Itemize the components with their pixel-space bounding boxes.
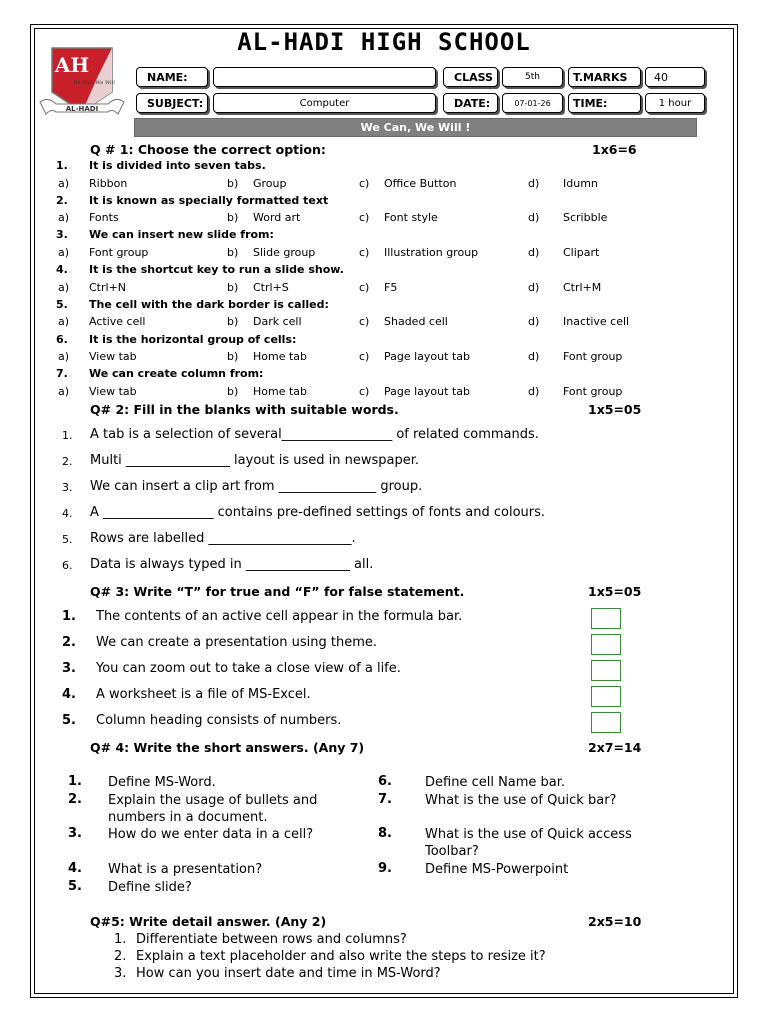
mcq-option-letter: b) (227, 176, 239, 190)
short-question-text: How do we enter data in a cell? (108, 827, 314, 842)
mcq-option-letter: a) (58, 350, 70, 363)
mcq-option-letter: b) (227, 350, 239, 363)
mcq-option-text[interactable]: Font group (563, 384, 623, 398)
mcq-option-text[interactable]: Illustration group (384, 245, 479, 259)
mcq-option-letter: b) (227, 280, 239, 294)
mcq-option-text[interactable]: Inactive cell (563, 315, 630, 329)
blank-statement: Rows are labelled ______________________. (90, 531, 356, 546)
mcq-question-number: 3. (56, 228, 68, 242)
mcq-option-letter: b) (227, 245, 239, 259)
tf-number: 2. (62, 635, 76, 650)
short-question-text: Define cell Name bar. (425, 775, 566, 790)
mcq-option-text[interactable]: Font group (563, 350, 623, 363)
mcq-option-text[interactable]: Clipart (563, 245, 600, 259)
short-question-number: 8. (378, 826, 392, 841)
mcq-question-text: It is divided into seven tabs. (89, 159, 266, 172)
mcq-option-text[interactable]: Font style (384, 211, 438, 225)
class-field[interactable]: 5th (502, 67, 563, 87)
mcq-option-letter: a) (58, 245, 70, 259)
mcq-option-text[interactable]: Fonts (89, 211, 119, 225)
short-question-number: 9. (378, 861, 392, 876)
mcq-option-letter: c) (359, 245, 370, 259)
q4-heading: Q# 4: Write the short answers. (Any 7) (90, 740, 365, 755)
mcq-option-text[interactable]: Shaded cell (384, 315, 448, 329)
detail-question-number: 1. (114, 932, 127, 947)
mcq-option-letter: a) (58, 280, 70, 294)
logo-ribbon: AL-HADI (65, 105, 99, 113)
short-question-number: 5. (68, 879, 82, 894)
detail-question-number: 2. (114, 949, 127, 964)
date-label: DATE: (443, 93, 498, 113)
tf-number: 5. (62, 713, 76, 728)
q2-heading: Q# 2: Fill in the blanks with suitable words. (90, 402, 399, 417)
mcq-option-letter: c) (359, 384, 370, 398)
tf-number: 4. (62, 687, 76, 702)
mcq-option-text[interactable]: Idumn (563, 176, 598, 190)
mcq-option-letter: d) (528, 315, 540, 329)
mcq-question-number: 1. (56, 159, 68, 172)
mcq-option-text[interactable]: Office Button (384, 176, 457, 190)
mcq-option-letter: d) (528, 176, 540, 190)
motto-bar: We Can, We Will ! (134, 118, 697, 137)
mcq-question-number: 5. (56, 297, 68, 311)
blank-number: 6. (62, 559, 73, 572)
mcq-option-text[interactable]: Ctrl+S (253, 280, 289, 294)
mcq-option-text[interactable]: Font group (89, 245, 149, 259)
subject-label: SUBJECT: (136, 93, 208, 113)
mcq-option-letter: b) (227, 211, 239, 225)
detail-question-text: Differentiate between rows and columns? (136, 932, 407, 947)
mcq-option-letter: b) (227, 384, 239, 398)
short-question-number: 1. (68, 774, 82, 789)
blank-number: 3. (62, 481, 73, 494)
mcq-option-letter: c) (359, 211, 370, 225)
mcq-option-text[interactable]: Page layout tab (384, 384, 470, 398)
mcq-option-letter: a) (58, 315, 70, 329)
blank-statement: A tab is a selection of several_________________ of related commands. (90, 427, 539, 442)
date-field[interactable]: 07-01-26 (502, 93, 563, 113)
short-question-text: What is the use of Quick bar? (425, 793, 617, 808)
mcq-option-text[interactable]: Ctrl+M (563, 280, 602, 294)
mcq-question-text: We can create column from: (89, 367, 264, 381)
tf-answer-box[interactable] (591, 608, 621, 629)
mcq-option-text[interactable]: Home tab (253, 350, 308, 363)
tf-number: 1. (62, 609, 76, 624)
tf-answer-box[interactable] (591, 634, 621, 655)
mcq-option-letter: a) (58, 384, 70, 398)
mcq-option-letter: d) (528, 280, 540, 294)
short-question-number: 6. (378, 774, 392, 789)
detail-question-number: 3. (114, 966, 127, 981)
name-label: NAME: (136, 67, 208, 87)
mcq-option-letter: d) (528, 245, 540, 259)
mcq-option-text[interactable]: Dark cell (253, 315, 302, 329)
mcq-question-number: 7. (56, 367, 68, 381)
mcq-option-text[interactable]: Word art (253, 211, 301, 225)
short-question-text: Define MS-Powerpoint (425, 862, 569, 877)
mcq-option-text[interactable]: View tab (89, 350, 137, 363)
mcq-question-number: 2. (56, 193, 68, 207)
tf-statement: The contents of an active cell appear in the formula bar. (96, 609, 463, 624)
mcq-question-number: 4. (56, 263, 68, 277)
q4-marks: 2x7=14 (588, 740, 642, 755)
mcq-option-text[interactable]: F5 (384, 280, 398, 294)
mcq-question-text: It is known as specially formatted text (89, 193, 329, 207)
mcq-option-text[interactable]: Slide group (253, 245, 316, 259)
q5-heading: Q#5: Write detail answer. (Any 2) (90, 914, 327, 929)
short-question-text: Explain the usage of bullets and numbers in a document. (108, 793, 318, 825)
detail-question-text: Explain a text placeholder and also write the steps to resize it? (136, 949, 546, 964)
mcq-option-letter: d) (528, 350, 540, 363)
tf-answer-box[interactable] (591, 686, 621, 707)
subject-field[interactable]: Computer (213, 93, 436, 113)
mcq-question-text: It is the shortcut key to run a slide show. (89, 263, 344, 277)
mcq-option-letter: d) (528, 211, 540, 225)
mcq-option-text[interactable]: View tab (89, 384, 137, 398)
mcq-option-letter: d) (528, 384, 540, 398)
mcq-option-letter: b) (227, 315, 239, 329)
mcq-option-text[interactable]: Scribble (563, 211, 608, 225)
school-logo (38, 46, 126, 122)
short-question-text: What is a presentation? (108, 862, 263, 877)
mcq-question-text: The cell with the dark border is called: (89, 297, 329, 311)
blank-number: 5. (62, 533, 73, 546)
class-label: CLASS (443, 67, 498, 87)
short-question-number: 2. (68, 792, 82, 807)
mcq-option-letter: c) (359, 280, 370, 294)
short-question-text: Define slide? (108, 880, 192, 895)
tf-statement: You can zoom out to take a close view of a life. (96, 661, 401, 676)
blank-statement: Data is always typed in ________________ all. (90, 557, 374, 572)
q1-heading: Q # 1: Choose the correct option: (90, 142, 326, 157)
mcq-option-letter: a) (58, 211, 70, 225)
tf-statement: We can create a presentation using theme. (96, 635, 377, 650)
mcq-option-text[interactable]: Page layout tab (384, 350, 470, 363)
logo-motto: We Can, We Will (73, 80, 115, 86)
mcq-option-letter: c) (359, 315, 370, 329)
q5-marks: 2x5=10 (588, 914, 642, 929)
blank-number: 4. (62, 507, 73, 520)
tf-answer-box[interactable] (591, 660, 621, 681)
short-question-text: Define MS-Word. (108, 775, 216, 790)
logo-initials: AH (54, 53, 90, 77)
mcq-question-text: We can insert new slide from: (89, 228, 274, 242)
mcq-question-text: It is the horizontal group of cells: (89, 332, 297, 346)
blank-statement: We can insert a clip art from _______________ group. (90, 479, 423, 494)
q2-marks: 1x5=05 (588, 402, 642, 417)
time-label: TIME: (568, 93, 641, 113)
school-title: AL-HADI HIGH SCHOOL (237, 28, 531, 56)
mcq-option-letter: c) (359, 176, 370, 190)
mcq-option-text[interactable]: Group (253, 176, 287, 190)
mcq-option-text[interactable]: Home tab (253, 384, 308, 398)
mcq-option-text[interactable]: Active cell (89, 315, 146, 329)
time-field[interactable]: 1 hour (645, 93, 705, 113)
tf-number: 3. (62, 661, 76, 676)
short-question-text: What is the use of Quick access Toolbar? (425, 827, 632, 859)
tf-statement: A worksheet is a file of MS-Excel. (96, 687, 311, 702)
tmarks-field[interactable]: 40 (645, 67, 705, 87)
mcq-option-text[interactable]: Ctrl+N (89, 280, 127, 294)
q1-marks: 1x6=6 (592, 142, 637, 157)
mcq-question-number: 6. (56, 332, 68, 346)
blank-statement: Multi ________________ layout is used in newspaper. (90, 453, 420, 468)
short-question-number: 4. (68, 861, 82, 876)
blank-number: 2. (62, 455, 73, 468)
mcq-option-letter: c) (359, 350, 370, 363)
short-question-number: 7. (378, 792, 392, 807)
q3-heading: Q# 3: Write “T” for true and “F” for false statement. (90, 584, 465, 599)
tf-statement: Column heading consists of numbers. (96, 713, 342, 728)
tf-answer-box[interactable] (591, 712, 621, 733)
blank-statement: A _________________ contains pre-defined settings of fonts and colours. (90, 505, 546, 520)
name-field[interactable] (213, 67, 436, 87)
q3-marks: 1x5=05 (588, 584, 642, 599)
short-question-number: 3. (68, 826, 82, 841)
tmarks-label: T.MARKS (568, 67, 641, 87)
mcq-option-text[interactable]: Ribbon (89, 176, 128, 190)
mcq-option-letter: a) (58, 176, 70, 190)
detail-question-text: How can you insert date and time in MS-Word? (136, 966, 441, 981)
blank-number: 1. (62, 429, 73, 442)
